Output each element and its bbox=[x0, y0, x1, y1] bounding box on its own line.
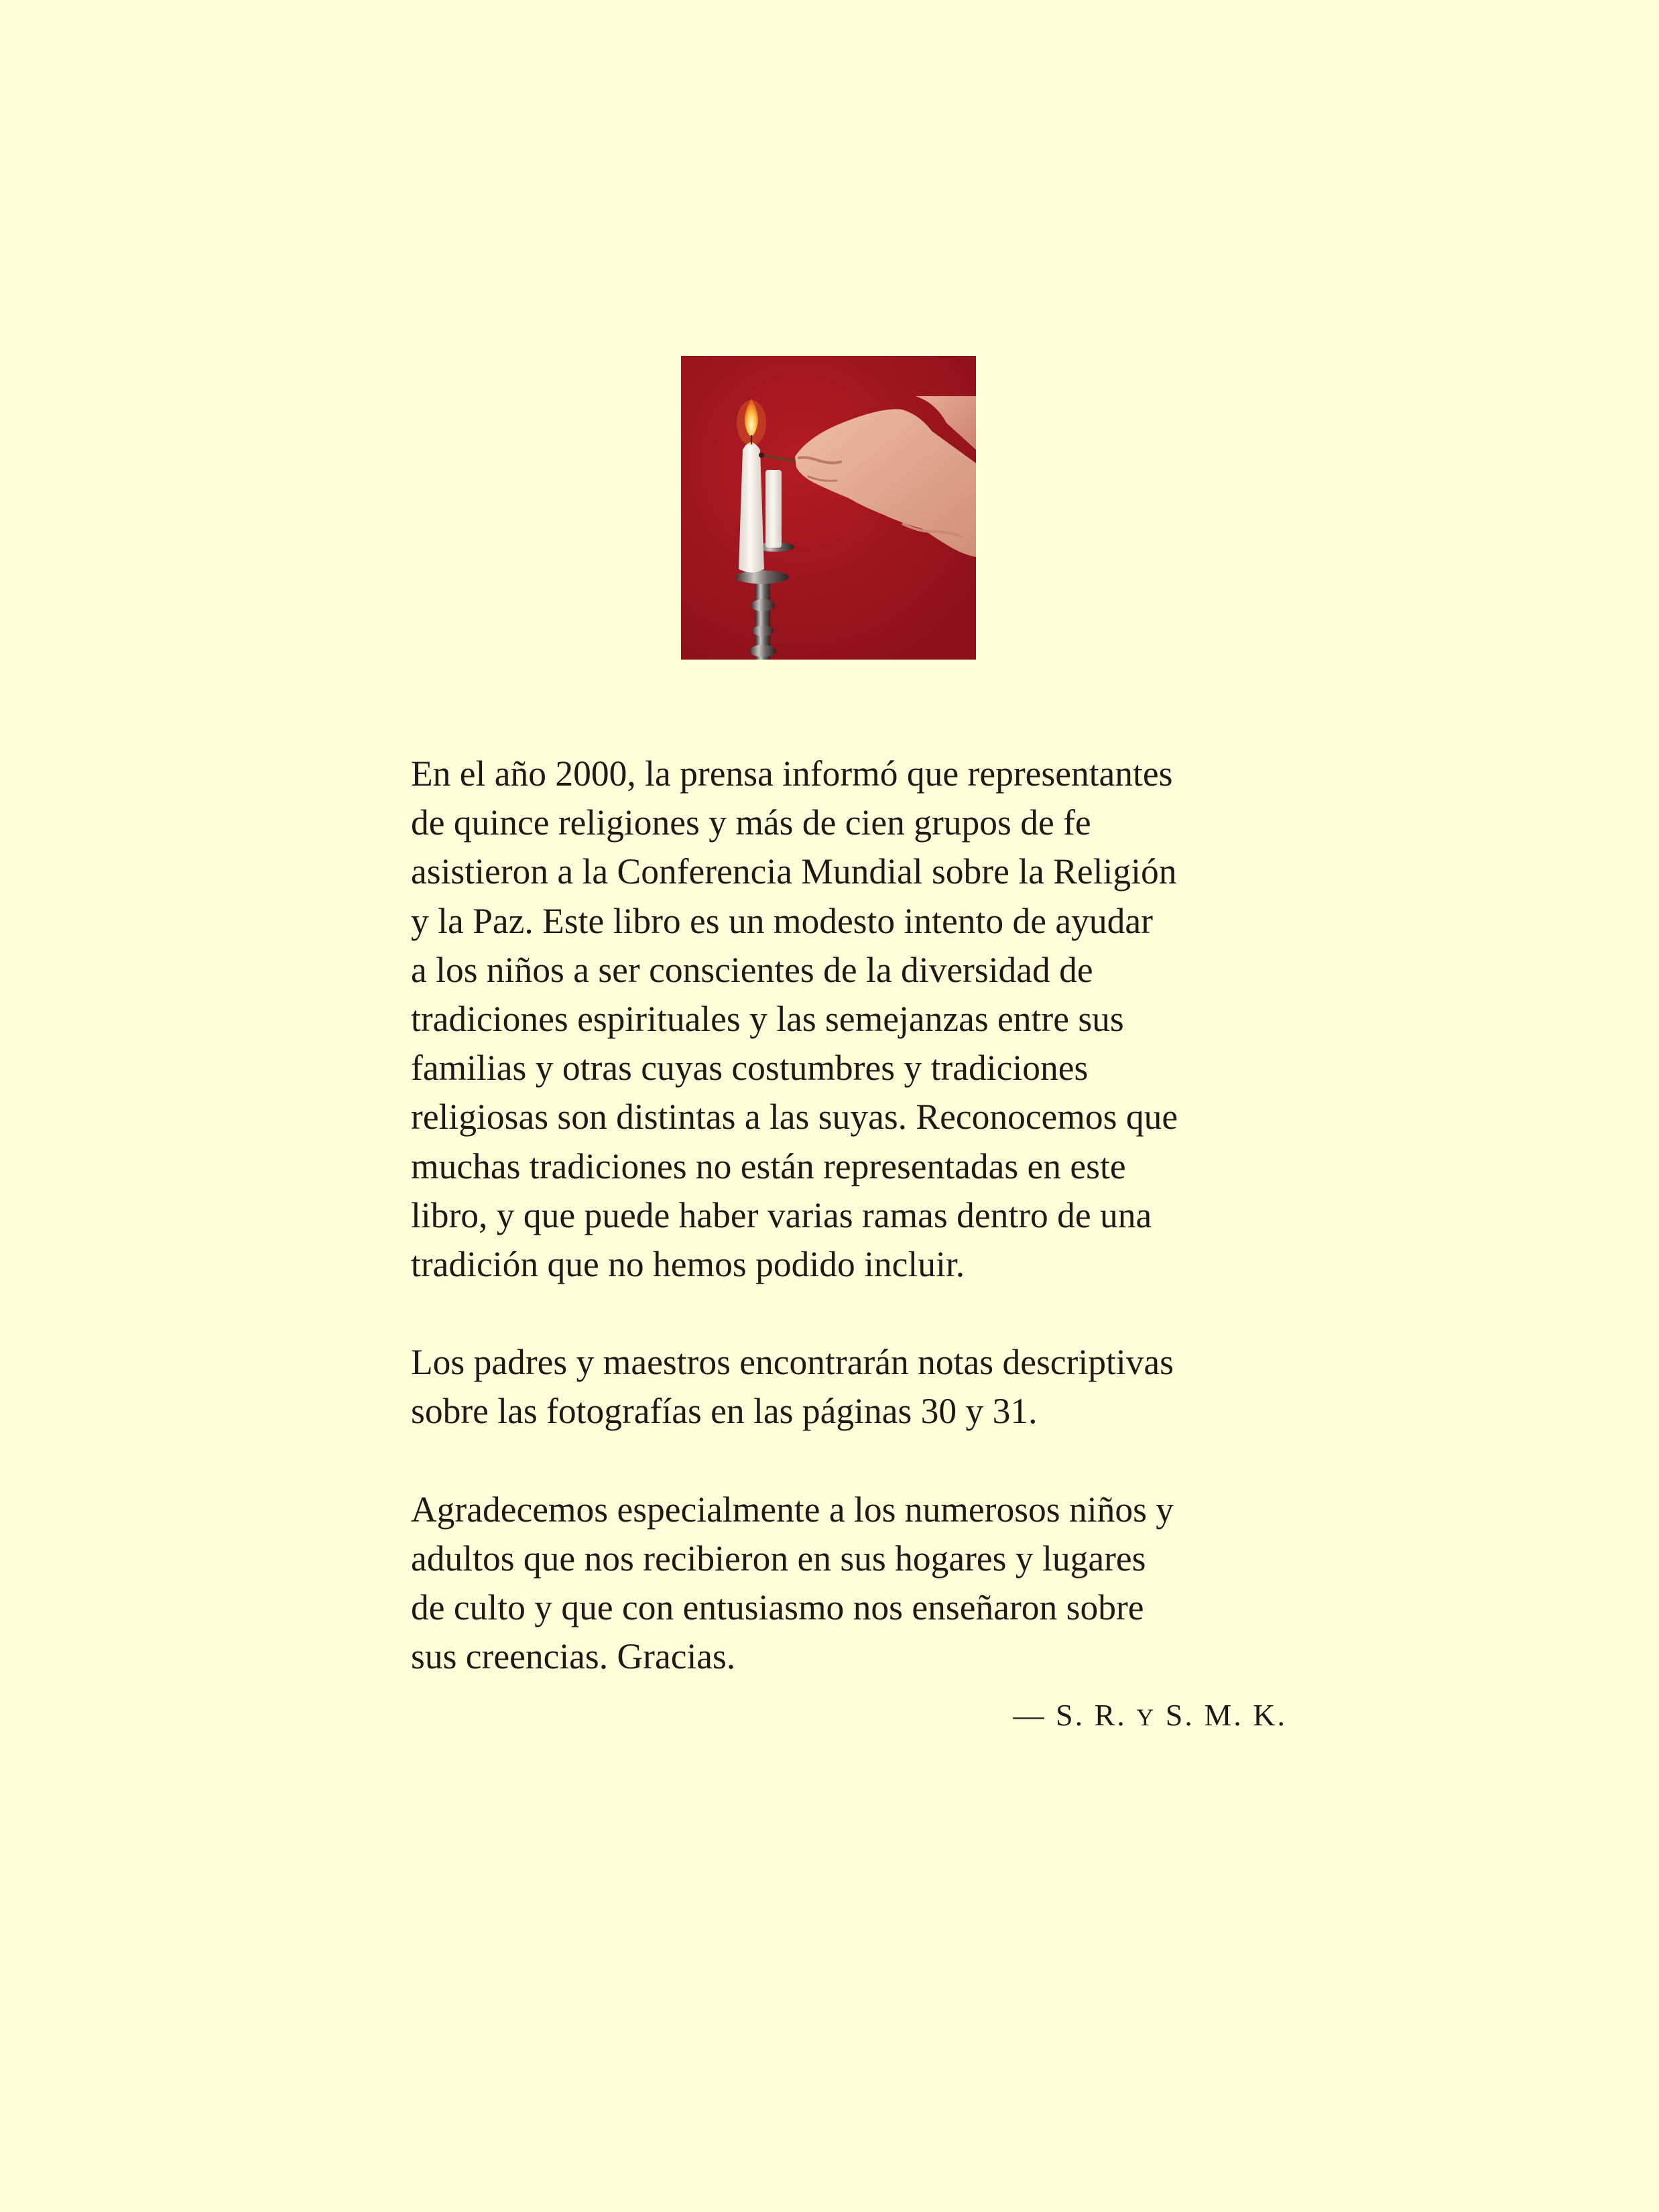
signature-dash: — bbox=[1013, 1698, 1046, 1732]
rear-candle bbox=[765, 470, 782, 548]
preface-text bbox=[411, 749, 1302, 1681]
front-candle bbox=[739, 442, 764, 572]
signature bbox=[1013, 1692, 1287, 1741]
paragraph-conference: En el año 2000, la prensa informó que representantes de quince religiones y más de cien grupos de fe asistieron a la Conferencia Mundial sobre la Religión y la Paz. Este libro es un modesto intento de ayudar a los niños a ser conscientes de la diversidad de tradiciones espirituales y las semejanzas entre sus familias y otras cuyas costumbres y tradiciones religiosas son distintas a las suyas. Reconocemos que muchas tradiciones no están representadas en este libro, y que puede haber varias ramas dentro de una tradición que no hemos podido incluir. bbox=[411, 753, 1178, 1285]
paragraph-notes: Los padres y maestros encontrarán notas descriptivas sobre las fotografías en las páginas 30 y 31. bbox=[411, 1342, 1174, 1432]
signature-conjunction: Y bbox=[1136, 1704, 1156, 1731]
candle-lighting-photo bbox=[681, 356, 976, 660]
hand-lighting-candle-image bbox=[681, 356, 976, 660]
paragraph-acknowledgements: Agradecemos especialmente a los numerosos niños y adultos que nos recibieron en sus hogares y lugares de culto y que con entusiasmo nos enseñaron sobre sus creencias. Gracias. bbox=[411, 1489, 1174, 1677]
signature-second-author: S. M. K. bbox=[1165, 1698, 1287, 1732]
signature-first-author: S. R. bbox=[1056, 1698, 1127, 1732]
